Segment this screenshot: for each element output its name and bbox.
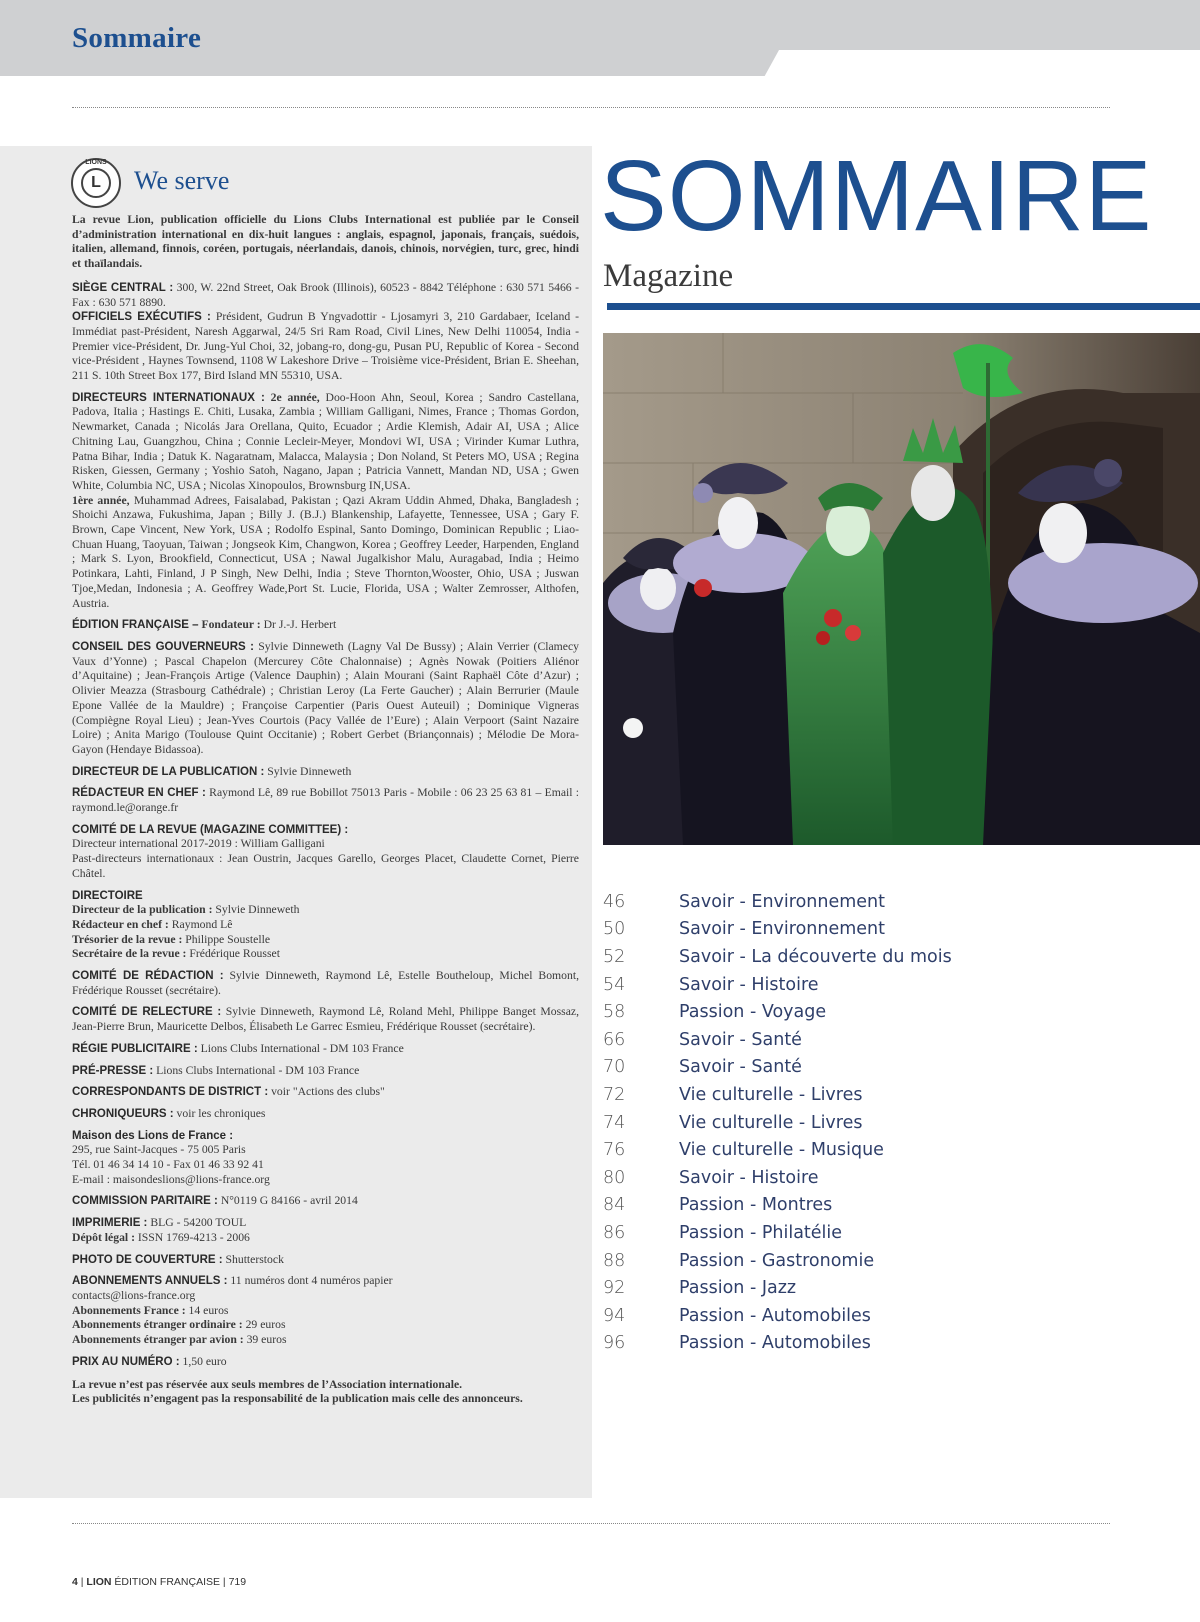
toc-label: Vie culturelle - Livres: [679, 1112, 863, 1133]
toc-entry: [603, 943, 1163, 971]
toc-page-number: 96: [603, 1333, 626, 1354]
conseil-gouverneurs: CONSEIL DES GOUVERNEURS : Sylvie Dinneweth (Lagny Val De Bussy) ; Alain Verrier (Clamecy Vaux d’Yonne) ; Pascal Chapelon (Mercurey Côte Chalonnaise) ; Agnès Nowak (Poitiers Aliénor d’Aquitaine) ; Jean-François Artige (Valence Dauphin) ; Alain Mourani (Saint Raphaël Côte d’Azur) ; Olivier Meazza (Strasbourg Cathédrale) ; Christian Leroy (La Ferte Gaucher) ; Alain Berrurier (Maule Epone Vallée de la Mauldre) ; Françoise Carpentier (Paris Ouest Auteuil) ; Dominique Vigneras (Compiègne Royal Lieu) ; Jean-Yves Courtois (Pacy Vallée de l’Eure) ; Alain Verpoort (Saint Nazaire Loire) ; Anita Marigo (Toulouse Quint Occitanie) ; Robert Gerbet (Briançonnais) ; Mélodie De Mora-Gayon (Hendaye Bidassoa).: [72, 639, 579, 756]
toc-page-number: 76: [603, 1140, 626, 1161]
magazine-subtitle: Magazine: [603, 258, 734, 294]
toc-entry: [603, 1247, 1163, 1275]
cover-photo: [603, 333, 1200, 845]
we-serve-heading: We serve: [134, 166, 230, 195]
logo-ring-text: LIONS: [85, 159, 107, 166]
toc-entry: [603, 888, 1163, 916]
toc-label: Savoir - Environnement: [679, 919, 885, 940]
header-band-cut: [757, 50, 1200, 90]
toc-entry: [603, 998, 1163, 1026]
toc-page-number: 94: [603, 1305, 626, 1326]
toc-label: Passion - Automobiles: [679, 1333, 871, 1354]
toc-page-number: 52: [603, 946, 626, 967]
toc-label: Vie culturelle - Livres: [679, 1084, 863, 1105]
toc-entry: [603, 1302, 1163, 1330]
comite-redaction: COMITÉ DE RÉDACTION : Sylvie Dinneweth, Raymond Lê, Estelle Boutheloup, Michel Bomont, Frédérique Rousset (secrétaire).: [72, 969, 579, 997]
toc-page-number: 54: [603, 974, 626, 995]
carnival-masks-image: [603, 333, 1200, 845]
toc-label: Passion - Automobiles: [679, 1305, 871, 1326]
toc-label: Savoir - Environnement: [679, 891, 885, 912]
masthead-text: [72, 213, 579, 1414]
table-of-contents: [603, 888, 1163, 1357]
chroniqueurs: CHRONIQUEURS : voir les chroniques: [72, 1106, 266, 1120]
directeur-publication: DIRECTEUR DE LA PUBLICATION : Sylvie Dinneweth: [72, 764, 352, 778]
footer-edition: ÉDITION FRANÇAISE | 719: [111, 1576, 247, 1588]
toc-page-number: 74: [603, 1112, 626, 1133]
toc-page-number: 70: [603, 1057, 626, 1078]
toc-label: Savoir - Histoire: [679, 974, 819, 995]
edition-francaise: ÉDITION FRANÇAISE – Fondateur : Dr J.-J. Herbert: [72, 618, 337, 632]
comite-relecture: COMITÉ DE RELECTURE : Sylvie Dinneweth, Raymond Lê, Roland Mehl, Philippe Banget Mossaz, Jean-Pierre Brun, Mauricette Delbos, Élisabeth Le Garrec Esmieu, Frédérique Rousset (secrétaire).: [72, 1005, 579, 1034]
toc-label: Passion - Philatélie: [679, 1222, 843, 1243]
toc-label: Vie culturelle - Musique: [679, 1140, 884, 1161]
toc-entry: [603, 1330, 1163, 1358]
toc-entry: [603, 1054, 1163, 1082]
siege-central: SIÈGE CENTRAL : 300, W. 22nd Street, Oak Brook (Illinois), 60523 - 8842 Téléphone : 630 571 5466 - Fax : 630 571 8890.: [72, 280, 580, 309]
toc-label: Savoir - Santé: [679, 1029, 802, 1050]
commission-paritaire: COMMISSION PARITAIRE : N°0119 G 84166 - avril 2014: [72, 1194, 358, 1208]
maison-des-lions: Maison des Lions de France : 295, rue Saint-Jacques - 75 005 Paris Tél. 01 46 34 14 10 - Fax 01 46 33 92 41 E-mail : maisondeslions@lions-france.org: [72, 1129, 270, 1186]
toc-label: Passion - Gastronomie: [679, 1250, 875, 1271]
toc-page-number: 58: [603, 1002, 626, 1023]
toc-page-number: 46: [603, 891, 626, 912]
bottom-divider: [72, 1523, 1110, 1524]
toc-entry: [603, 916, 1163, 944]
regie-publicitaire: RÉGIE PUBLICITAIRE : Lions Clubs International - DM 103 France: [72, 1041, 404, 1055]
closing-note: La revue n’est pas réservée aux seuls membres de l’Association internationale. Les publicités n’engagent pas la responsabilité de la publication mais celle des annonceurs.: [72, 1377, 523, 1406]
toc-entry: [603, 1026, 1163, 1054]
intro-paragraph: La revue Lion, publication officielle du Lions Clubs International est publiée par le Conseil d’administration international en dix-huit langues : anglais, espagnol, japonais, français, suédois, italien, allemand, finnois, coréen, portugais, néerlandais, danois, chinois, norvégien, turc, grec, hindi et thaïlandais.: [72, 213, 579, 271]
officiels-executifs: OFFICIELS EXÉCUTIFS : Président, Gudrun B Yngvadottir - Ljosamyri 3, 210 Gardabaer, Iceland - Immédiat past-Président, Naresh Aggarwal, 24/5 Sri Ram Road, Civil Lines, New Delhi 110054, India - Premier vice-Président, Dr. Jung-Yul Choi, 32, jobang-ro, dong-gu, Pusan PU, Republic of Korea - Second vice-Président , Haynes Townsend, 1108 W Lakeshore Drive – Troisième vice-Président, Brian E. Sheehan, 211 S. 10th Street Box 177, Bird Island MN 55310, USA.: [72, 310, 580, 383]
directoire: DIRECTOIRE Directeur de la publication : Sylvie Dinneweth Rédacteur en chef : Raymond Lê Trésorier de la revue : Philippe Soustelle Secrétaire de la revue : Frédérique Rousset: [72, 889, 300, 961]
toc-label: Passion - Voyage: [679, 1002, 827, 1023]
lions-logo-icon: [71, 158, 121, 208]
prix-au-numero: PRIX AU NUMÉRO : 1,50 euro: [72, 1354, 227, 1368]
toc-page-number: 50: [603, 919, 626, 940]
footer-page-number: 4: [72, 1576, 78, 1588]
redacteur-en-chef: RÉDACTEUR EN CHEF : Raymond Lê, 89 rue Bobillot 75013 Paris - Mobile : 06 23 25 63 81 – Email : raymond.le@orange.fr: [72, 786, 580, 815]
toc-page-number: 86: [603, 1222, 626, 1243]
correspondants-district: CORRESPONDANTS DE DISTRICT : voir "Actions des clubs": [72, 1085, 385, 1099]
toc-page-number: 72: [603, 1084, 626, 1105]
photo-couverture: PHOTO DE COUVERTURE : Shutterstock: [72, 1252, 284, 1266]
toc-entry: [603, 1274, 1163, 1302]
toc-label: Passion - Montres: [679, 1195, 833, 1216]
toc-page-number: 92: [603, 1278, 626, 1299]
toc-entry: [603, 1219, 1163, 1247]
directeurs-internationaux: DIRECTEURS INTERNATIONAUX : 2e année, Doo-Hoon Ahn, Seoul, Korea ; Sandro Castellana, Padova, Italia ; Hastings E. Chiti, Lusaka, Zambia ; William Galligani, Nimes, France ; Thomas Gordon, Newmarket, Canada ; Nicolás Jara Orellana, Quito, Ecuador ; Ardie Klemish, Adair AI, USA ; Alice Chitning Lau, Guangzhou, China ; Connie Lecleir-Meyer, Mondovi WI, USA ; Virinder Kumar Luthra, Patna Bihar, India ; Datuk K. Nagaratnam, Malacca, Malaysia ; Don Noland, St Peters MO, USA ; Regina Risken, Giessen, Germany ; Yoshio Satoh, Nagano, Japan ; Patricia Vannett, Mandan ND, USA ; Gwen White, Columbia NC, USA ; Nicolas Xinopoulos, Brownsburg IN,USA. 1ère année, Muhammad Adrees, Faisalabad, Pakistan ; Qazi Akram Uddin Ahmed, Dhaka, Bangladesh ; Shoichi Anzawa, Fukushima, Japan ; Billy J. (B.J.) Blankenship, Lafayette, Tennessee, USA ; Gary F. Brown, Cape Vincent, New York, USA ; Rodolfo Espinal, Santo Domingo, Dominican Republic ; Liao-Chuan Huang, Taoyuan, Taiwan ; Jongseok Kim, Changwon, Korea ; Geoffrey Leeder, Harpenden, England ; Mark S. Lyon, Brookfield, Connecticut, USA ; Nawal Jugalkishor Malu, Auragabad, India ; Heimo Potinkara, Lahti, Finland, J P Singh, New Delhi, India ; Steve Thornton,Wooster, Ohio, USA ; Juswan Tjoe,Medan, Indonesia ; A. Geoffrey Wade,Port St. Lucie, Florida, USA ; Walter Zemrosser, Althofen, Austria.: [72, 390, 580, 610]
toc-entry: [603, 971, 1163, 999]
toc-label: Savoir - Santé: [679, 1057, 802, 1078]
toc-label: Savoir - La découverte du mois: [679, 946, 952, 967]
toc-page-number: 88: [603, 1250, 626, 1271]
footer-brand: LION: [86, 1576, 112, 1588]
toc-page-number: 66: [603, 1029, 626, 1050]
pre-presse: PRÉ-PRESSE : Lions Clubs International - DM 103 France: [72, 1063, 360, 1077]
page-footer: 4 | LION ÉDITION FRANÇAISE | 719: [72, 1576, 247, 1588]
header-title: Sommaire: [72, 22, 202, 54]
abonnements: ABONNEMENTS ANNUELS : 11 numéros dont 4 numéros papier contacts@lions-france.org Abonnements France : 14 euros Abonnements étranger ordinaire : 29 euros Abonnements étranger par avion : 39 euros: [72, 1274, 393, 1347]
sommaire-title: SOMMAIRE: [600, 140, 1153, 252]
imprimerie: IMPRIMERIE : BLG - 54200 TOUL Dépôt légal : ISSN 1769-4213 - 2006: [72, 1216, 250, 1244]
toc-entry: [603, 1192, 1163, 1220]
comite-revue: COMITÉ DE LA REVUE (MAGAZINE COMMITTEE) : Directeur international 2017-2019 : William Galligani Past-directeurs internationaux : Jean Oustrin, Jacques Garello, Georges Placet, Claudette Cornet, Pierre Châtel.: [72, 823, 579, 880]
toc-label: Savoir - Histoire: [679, 1167, 819, 1188]
toc-entry: [603, 1164, 1163, 1192]
toc-entry: [603, 1109, 1163, 1137]
title-rule: [607, 303, 1200, 310]
toc-page-number: 80: [603, 1167, 626, 1188]
top-divider: [72, 107, 1110, 108]
toc-entry: [603, 1136, 1163, 1164]
toc-label: Passion - Jazz: [679, 1278, 797, 1299]
toc-page-number: 84: [603, 1195, 626, 1216]
logo-letter: L: [81, 168, 111, 198]
toc-entry: [603, 1081, 1163, 1109]
